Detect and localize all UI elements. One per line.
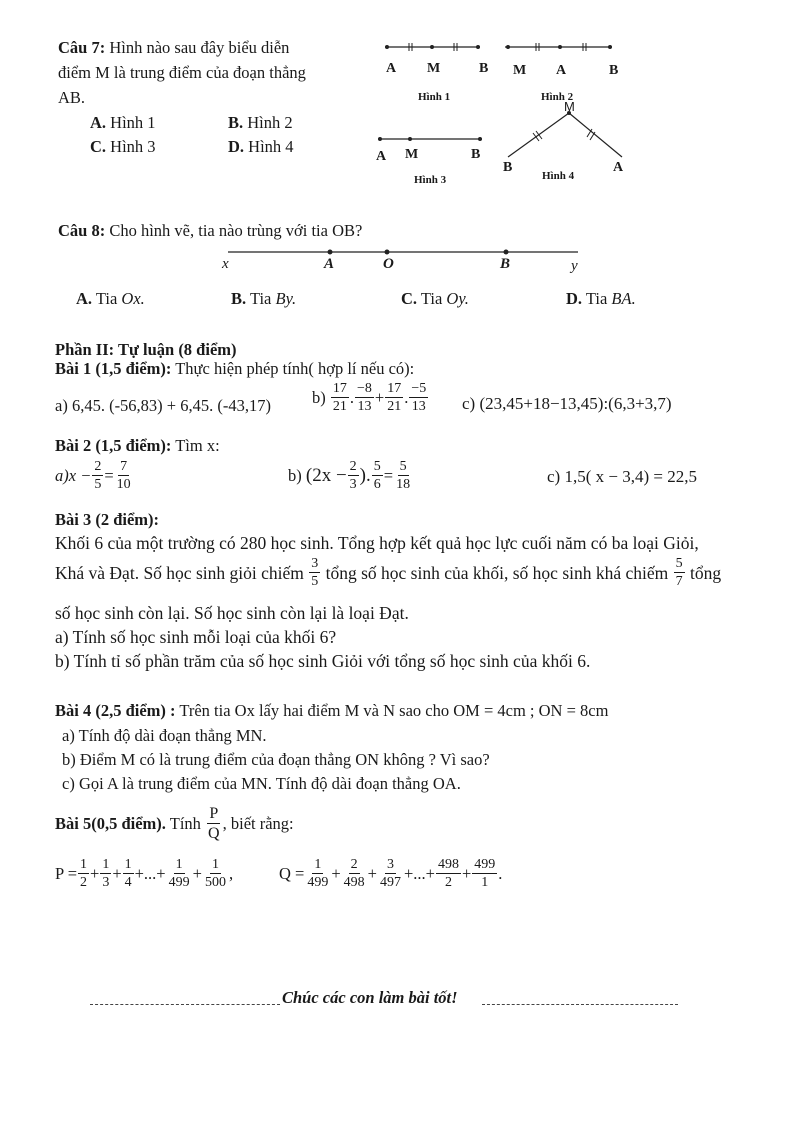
- part2-title: Phần II: Tự luận (8 điểm): [55, 340, 237, 359]
- figure-1: [385, 43, 480, 51]
- q7-title: Câu 7:: [58, 38, 106, 57]
- bai2-c: c) 1,5( x − 3,4) = 22,5: [547, 467, 697, 486]
- bai4-c: c) Gọi A là trung điểm của MN. Tính độ dài đoạn thẳng OA.: [62, 774, 461, 793]
- q8-figure: [0, 243, 794, 263]
- q7-option-b: B. Hình 2: [228, 113, 293, 132]
- bai2-text: Tìm x:: [171, 436, 220, 455]
- bai2-a: a)x − $\frac{2}{5}$ = $\frac{7}{10}$: [55, 459, 131, 492]
- fig4-caption: Hình 4: [542, 170, 575, 182]
- bai4-header: [55, 701, 608, 721]
- q8-label-b: B: [500, 256, 511, 272]
- bai3-a: a) Tính số học sinh mỗi loại của khối 6?: [55, 627, 337, 647]
- q8-option-a: A. Tia Ox.: [76, 289, 145, 308]
- bai5-p-formula: P = $\frac{1}{2}$ + $\frac{1}{3}$ + $\frac{1}{4}$ +...+ $\frac{1}{499}$ + $\frac{1}{500}$ ,: [55, 857, 234, 890]
- bai3-title: Bài 3 (2 điểm):: [55, 510, 160, 529]
- q7-option-a: A. Hình 1: [90, 113, 156, 132]
- fig3-label-m: M: [405, 147, 419, 162]
- figure-2: [505, 43, 612, 51]
- fig1-label-m: M: [427, 61, 441, 76]
- q7-text-3: AB.: [58, 88, 86, 107]
- bai4-b: b) Điểm M có là trung điểm của đoạn thẳng ON không ? Vì sao?: [62, 750, 490, 769]
- q7-option-c: C. Hình 3: [90, 137, 156, 156]
- footer-rule-right: [482, 1004, 678, 1005]
- bai1-c: c) (23,45+18−13,45):(6,3+3,7): [462, 394, 672, 413]
- bai5-header: Bài 5(0,5 điểm). Tính $\frac{P}{Q}$ , biết rằng:: [55, 805, 294, 842]
- q8-line: [58, 221, 362, 241]
- q8-option-b: B. Tia By.: [231, 289, 297, 308]
- bai4-title: Bài 4 (2,5 điểm) :: [55, 701, 176, 720]
- fig2-caption: Hình 2: [541, 91, 574, 103]
- fig3-caption: Hình 3: [414, 174, 447, 186]
- bai4-a: a) Tính độ dài đoạn thẳng MN.: [62, 726, 267, 745]
- fig1-caption: Hình 1: [418, 91, 451, 103]
- q7-text-2: điểm M là trung điểm của đoạn thẳng: [58, 63, 306, 82]
- q8-label-x: x: [222, 256, 229, 272]
- bai3-line1: Khối 6 của một trường có 280 học sinh. Tổng hợp kết quả học lực cuối năm có ba loại Giỏi,: [55, 533, 699, 553]
- fig1-label-b: B: [479, 61, 489, 76]
- figure-4: [508, 111, 622, 157]
- bai5-q-formula: Q = $\frac{1}{499}$ + $\frac{2}{498}$ + $\frac{3}{497}$ +...+ $\frac{498}{2}$ + $\frac{499}{1}$ .: [279, 857, 503, 890]
- bai1-text: Thực hiện phép tính( hợp lí nếu có):: [171, 359, 415, 378]
- bai2-header: [55, 436, 220, 456]
- fig2-label-a: A: [556, 63, 567, 78]
- bai1-a: a) 6,45. (-56,83) + 6,45. (-43,17): [55, 396, 271, 415]
- q7-figures: [0, 0, 794, 200]
- fig2-label-m: M: [513, 63, 527, 78]
- bai3-line2: Khá và Đạt. Số học sinh giỏi chiếm $\frac{3}{5}$ tổng số học sinh của khối, số học sinh khá chiếm $\frac{5}{7}$ tổng: [55, 556, 722, 589]
- q7-option-d: D. Hình 4: [228, 137, 294, 156]
- q8-option-d: D. Tia BA.: [566, 289, 636, 308]
- q8-label-o: O: [383, 256, 394, 272]
- footer-rule-left: [90, 1004, 280, 1005]
- bai1-b: b) $\frac{17}{21}$ . $\frac{-8}{13}$ + $\frac{17}{21}$ . $\frac{-5}{13}$: [312, 381, 427, 414]
- bai2-b: b) (2x − $\frac{2}{3}$ ). $\frac{5}{6}$ = $\frac{5}{18}$: [288, 459, 411, 492]
- bai2-title: Bài 2 (1,5 điểm):: [55, 436, 172, 455]
- fig3-label-b: B: [471, 147, 481, 162]
- bai3-line3: số học sinh còn lại. Số học sinh còn lại là loại Đạt.: [55, 603, 409, 623]
- bai4-text: Trên tia Ox lấy hai điểm M và N sao cho OM = 4cm ; ON = 8cm: [175, 701, 609, 720]
- q8-option-c: C. Tia Oy.: [401, 289, 469, 308]
- footer-text: Chúc các con làm bài tốt!: [282, 988, 458, 1007]
- q7-text-1: Hình nào sau đây biểu diễn: [109, 38, 290, 57]
- q8-text: Cho hình vẽ, tia nào trùng với tia OB?: [109, 221, 363, 240]
- bai3-b: b) Tính tỉ số phần trăm của số học sinh Giỏi với tổng số học sinh của khối 6.: [55, 651, 591, 671]
- bai5-title: Bài 5(0,5 điểm).: [55, 814, 166, 833]
- figure-3: [378, 137, 482, 141]
- fig1-label-a: A: [386, 61, 397, 76]
- fig4-label-b: B: [503, 160, 513, 175]
- q8-label-a: A: [324, 256, 335, 272]
- bai1-title: Bài 1 (1,5 điểm):: [55, 359, 172, 378]
- fig3-label-a: A: [376, 149, 387, 164]
- fig2-label-b: B: [609, 63, 619, 78]
- q8-label-y: y: [571, 258, 578, 274]
- bai1-header: [55, 359, 414, 379]
- q8-title: Câu 8:: [58, 221, 106, 240]
- fig4-label-m: M: [564, 99, 575, 114]
- fig4-label-a: A: [613, 160, 624, 175]
